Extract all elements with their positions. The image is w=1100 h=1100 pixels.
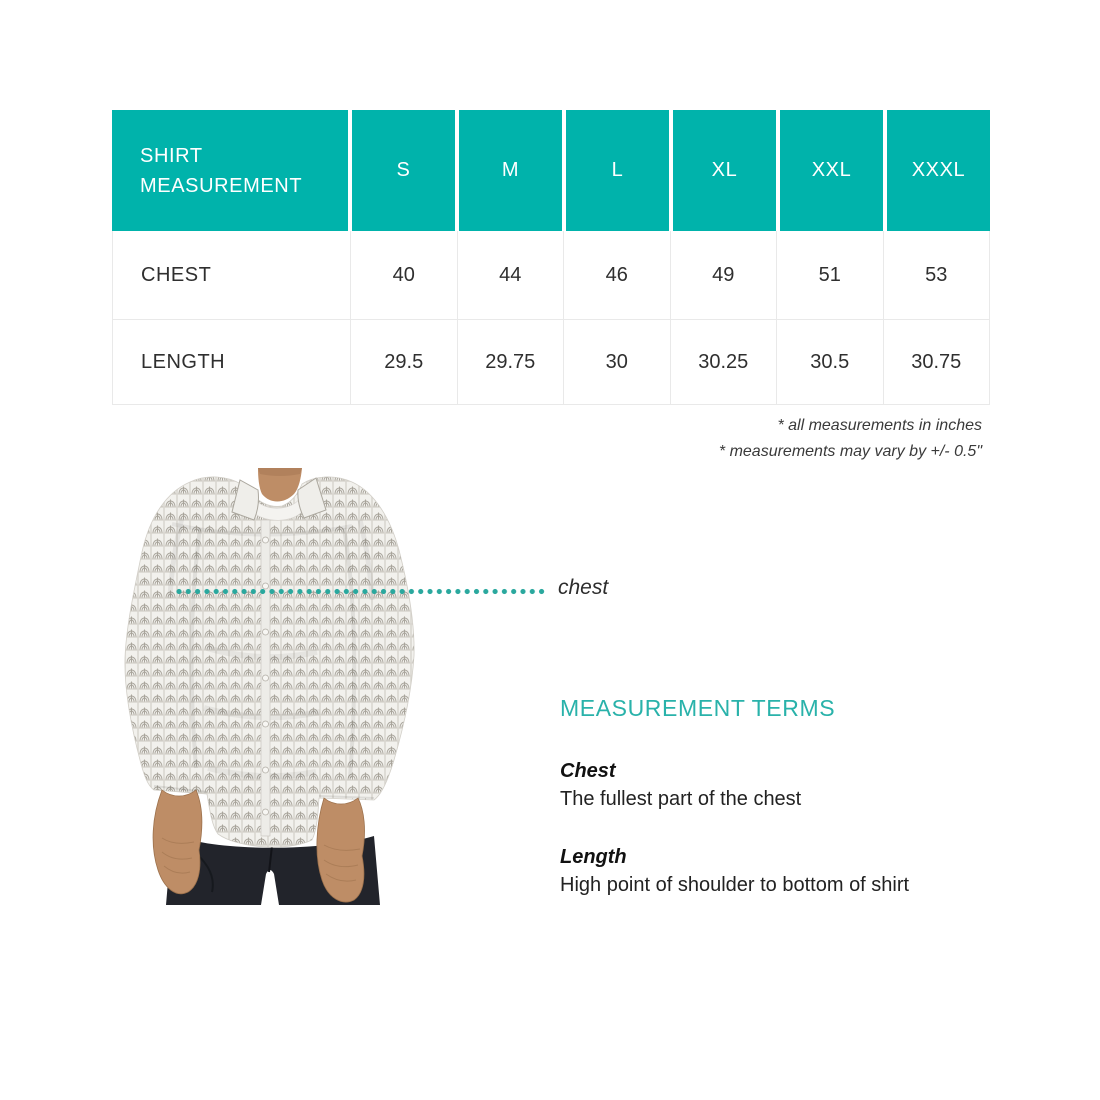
- table-header-row: [112, 110, 990, 231]
- term-chest-definition: The fullest part of the chest: [560, 788, 802, 810]
- header-cell-size-s: S: [352, 110, 455, 231]
- measurement-terms-section: [560, 695, 1030, 930]
- chest-measure-dotted-line: [176, 588, 547, 595]
- length-value-s: 29.5: [350, 320, 457, 404]
- size-chart-table: [112, 110, 990, 405]
- row-label-length: LENGTH: [113, 320, 350, 404]
- term-length: Length: [560, 846, 627, 868]
- header-cell-size-xl: XL: [673, 110, 776, 231]
- measurement-terms-heading: MEASUREMENT TERMS: [560, 695, 836, 721]
- length-value-m: 29.75: [457, 320, 564, 404]
- header-cell-size-xxl: XXL: [780, 110, 883, 231]
- term-length-definition: High point of shoulder to bottom of shirt: [560, 874, 910, 896]
- note-variance: * measurements may vary by +/- 0.5": [718, 443, 982, 460]
- length-value-l: 30: [563, 320, 670, 404]
- length-value-xxxl: 30.75: [883, 320, 990, 404]
- measurement-notes: [112, 413, 982, 465]
- note-inches: * all measurements in inches: [777, 417, 982, 434]
- header-cell-size-xxxl: XXXL: [887, 110, 990, 231]
- chest-annotation-label: chest: [558, 576, 609, 599]
- header-cell-size-m: M: [459, 110, 562, 231]
- table-body: [112, 231, 990, 405]
- header-cell-shirt-measurement: [112, 110, 348, 231]
- chest-value-m: 44: [457, 231, 564, 319]
- chest-value-xxxl: 53: [883, 231, 990, 319]
- chest-value-l: 46: [563, 231, 670, 319]
- chest-value-xl: 49: [670, 231, 777, 319]
- shirt-model-photo: [112, 468, 438, 905]
- table-row-chest: [113, 231, 989, 319]
- shirt-model-illustration: [112, 468, 438, 905]
- header-cell-size-l: L: [566, 110, 669, 231]
- row-label-chest: CHEST: [113, 231, 350, 319]
- term-chest: Chest: [560, 760, 616, 782]
- shirt: [125, 477, 414, 847]
- chest-value-xxl: 51: [776, 231, 883, 319]
- header-label: SHIRT MEASUREMENT: [140, 144, 303, 197]
- length-value-xxl: 30.5: [776, 320, 883, 404]
- neck-and-collar: [232, 468, 326, 520]
- chest-value-s: 40: [350, 231, 457, 319]
- table-row-length: [113, 319, 989, 404]
- length-value-xl: 30.25: [670, 320, 777, 404]
